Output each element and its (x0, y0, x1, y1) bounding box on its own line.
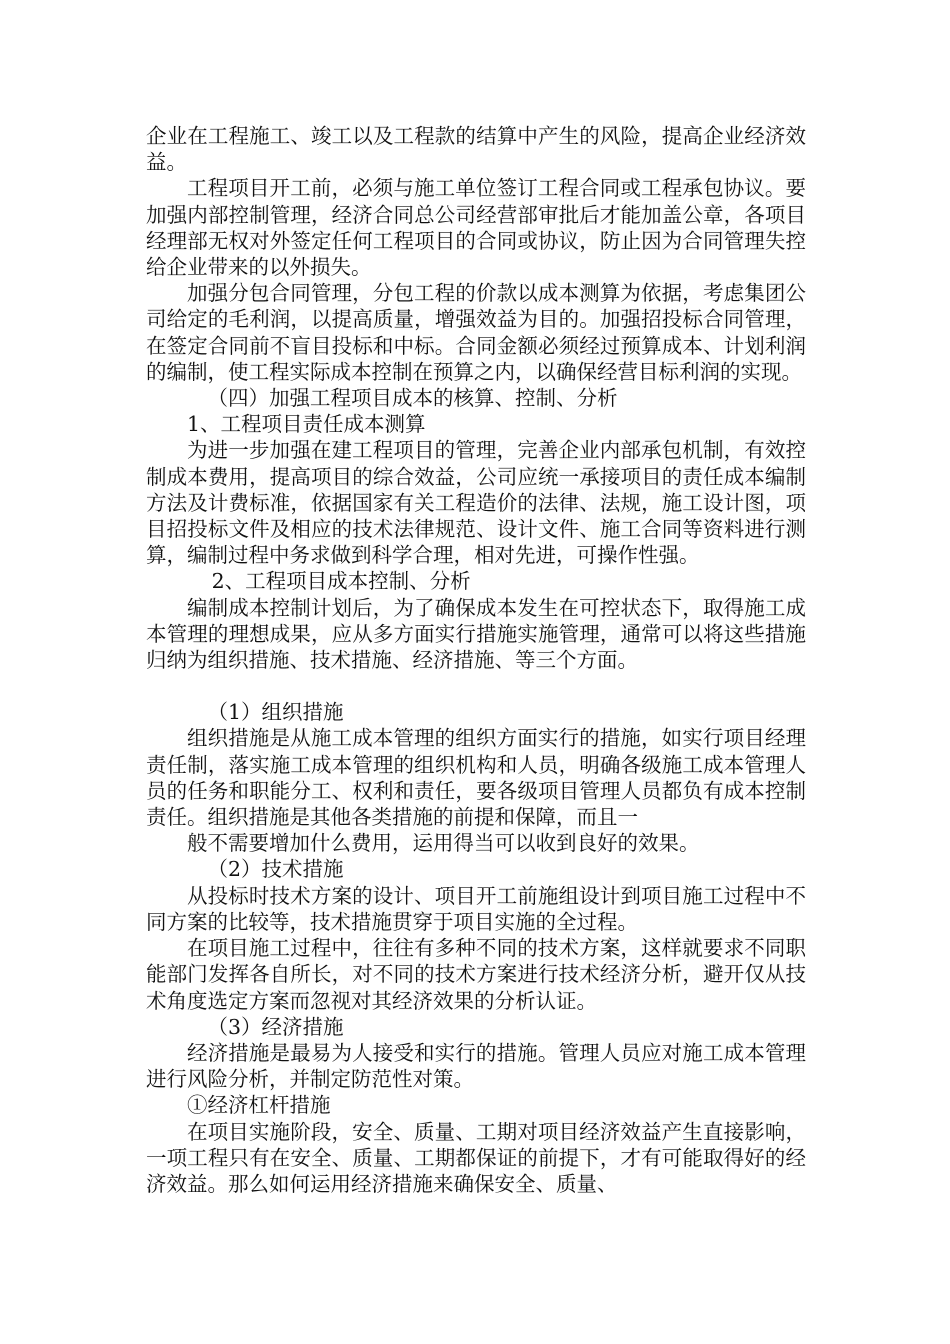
paragraph-technical-schemes: 在项目施工过程中，往往有多种不同的技术方案，这样就要求不同职能部门发挥各自所长，对不同的技术方案进行技术经济分析，避开仅从技术角度选定方案而忽视对其经济效果的分析认证。 (146, 936, 806, 1013)
document-page (146, 123, 806, 1197)
subsection-heading-cost-control: 2、工程项目成本控制、分析 (211, 569, 471, 594)
paragraph-cost-estimation: 为进一步加强在建工程项目的管理，完善企业内部承包机制，有效控制成本费用，提高项目的综合效益，公司应统一承接项目的责任成本编制方法及计费标准，依据国家有关工程造价的法律、法规，施工设计图，项目招投标文件及相应的技术法律规范、设计文件、施工合同等资料进行测算，编制过程中务求做到科学合理，相对先进，可操作性强。 (146, 438, 806, 568)
item-heading-economic-measures: （3）经济措施 (207, 1014, 344, 1039)
paragraph-cost-control-plan: 编制成本控制计划后，为了确保成本发生在可控状态下，取得施工成本管理的理想成果，应从多方面实行措施实施管理，通常可以将这些措施归纳为组织措施、技术措施、经济措施、等三个方面。 (146, 595, 806, 673)
item-heading-economic-lever: ①经济杠杆措施 (187, 1093, 331, 1118)
item-heading-organizational-measures: （1）组织措施 (207, 700, 344, 725)
paragraph-organizational-measures: 组织措施是从施工成本管理的组织方面实行的措施，如实行项目经理责任制，落实施工成本管理的组织机构和人员，明确各级施工成本管理人员的任务和职能分工、权利和责任，要各级项目管理人员都负有成本控制责任。组织措施是其他各类措施的前提和保障，而且一 (146, 726, 806, 830)
paragraph-technical-measures: 从投标时技术方案的设计、项目开工前施组设计到项目施工过程中不同方案的比较等，技术措施贯穿于项目实施的全过程。 (146, 883, 806, 934)
paragraph-subcontract-management: 加强分包合同管理，分包工程的价款以成本测算为依据，考虑集团公司给定的毛利润，以提高质量，增强效益为目的。加强招投标合同管理，在签定合同前不盲目投标和中标。合同金额必须经过预算成本、计划利润的编制，使工程实际成本控制在预算之内，以确保经营目标利润的实现。 (146, 281, 806, 384)
paragraph-economic-lever: 在项目实施阶段，安全、质量、工期对项目经济效益产生直接影响，一项工程只有在安全、质量、工期都保证的前提下，才有可能取得好的经济效益。那么如何运用经济措施来确保安全、质量、 (146, 1119, 806, 1196)
item-heading-technical-measures: （2）技术措施 (207, 857, 344, 882)
paragraph-contract-signing: 工程项目开工前，必须与施工单位签订工程合同或工程承包协议。要加强内部控制管理，经济合同总公司经营部审批后才能加盖公章，各项目经理部无权对外签定任何工程项目的合同或协议，防止因为合同管理失控给企业带来的以外损失。 (146, 176, 806, 280)
paragraph-economic-measures: 经济措施是最易为人接受和实行的措施。管理人员应对施工成本管理进行风险分析，并制定防范性对策。 (146, 1040, 806, 1092)
paragraph-organizational-measures-cont: 般不需要增加什么费用，运用得当可以收到良好的效果。 (187, 831, 700, 856)
subsection-heading-cost-estimation: 1、工程项目责任成本测算 (187, 412, 426, 437)
section-heading-cost-accounting: （四）加强工程项目成本的核算、控制、分析 (207, 386, 618, 411)
blank-line (146, 673, 806, 699)
paragraph-risk-benefit: 企业在工程施工、竣工以及工程款的结算中产生的风险，提高企业经济效益。 (146, 124, 806, 175)
